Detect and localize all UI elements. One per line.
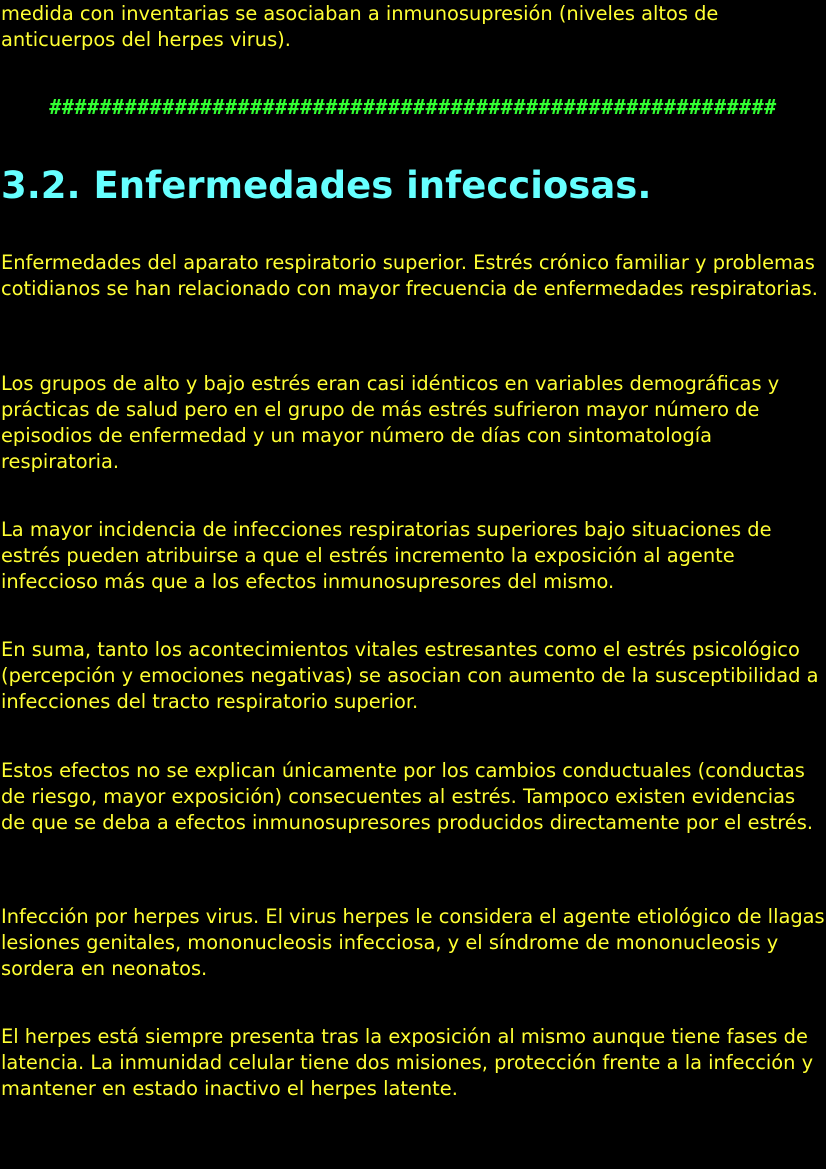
paragraph-infection-incidence: La mayor incidencia de infecciones respiratorias superiores bajo situaciones de estrés pueden atribuirse a que el estrés incremento la exposición al agente infeccioso más que a los efectos inmunosupresores del mismo. xyxy=(1,518,772,593)
paragraph-summary: En suma, tanto los acontecimientos vitales estresantes como el estrés psicológico (percepción y emociones negativas) se asocian con aumento de la susceptibilidad a infecciones del tracto respiratorio superior. xyxy=(1,638,819,713)
paragraph-behavioral-effects: Estos efectos no se explican únicamente por los cambios conductuales (conductas de riesgo, mayor exposición) consecuentes al estrés. Tampoco existen evidencias de que se deba a efectos inmunosupresores producidos directamente por el estrés. xyxy=(1,759,813,834)
intro-paragraph: medida con inventarias se asociaban a inmunosupresión (niveles altos de anticuerpos del herpes virus). xyxy=(1,2,719,51)
paragraph-herpes-infection: Infección por herpes virus. El virus herpes le considera el agente etiológico de llagas lesiones genitales, mononucleosis infecciosa, y el síndrome de mononucleosis y sordera en neonatos. xyxy=(1,905,825,980)
paragraph-herpes-latency: El herpes está siempre presenta tras la exposición al mismo aunque tiene fases de latencia. La inmunidad celular tiene dos misiones, protección frente a la infección y mantener en estado inactivo el herpes latente. xyxy=(1,1025,814,1100)
section-heading: 3.2. Enfermedades infecciosas. xyxy=(1,164,652,207)
paragraph-respiratory-diseases: Enfermedades del aparato respiratorio superior. Estrés crónico familiar y problemas cotidianos se han relacionado con mayor frecuencia de enfermedades respiratorias. xyxy=(1,251,818,300)
section-separator: ########################################################## xyxy=(49,95,777,119)
paragraph-stress-groups: Los grupos de alto y bajo estrés eran casi idénticos en variables demográficas y prácticas de salud pero en el grupo de más estrés sufrieron mayor número de episodios de enfermedad y un mayor número de días con sintomatología respiratoria. xyxy=(1,372,780,473)
